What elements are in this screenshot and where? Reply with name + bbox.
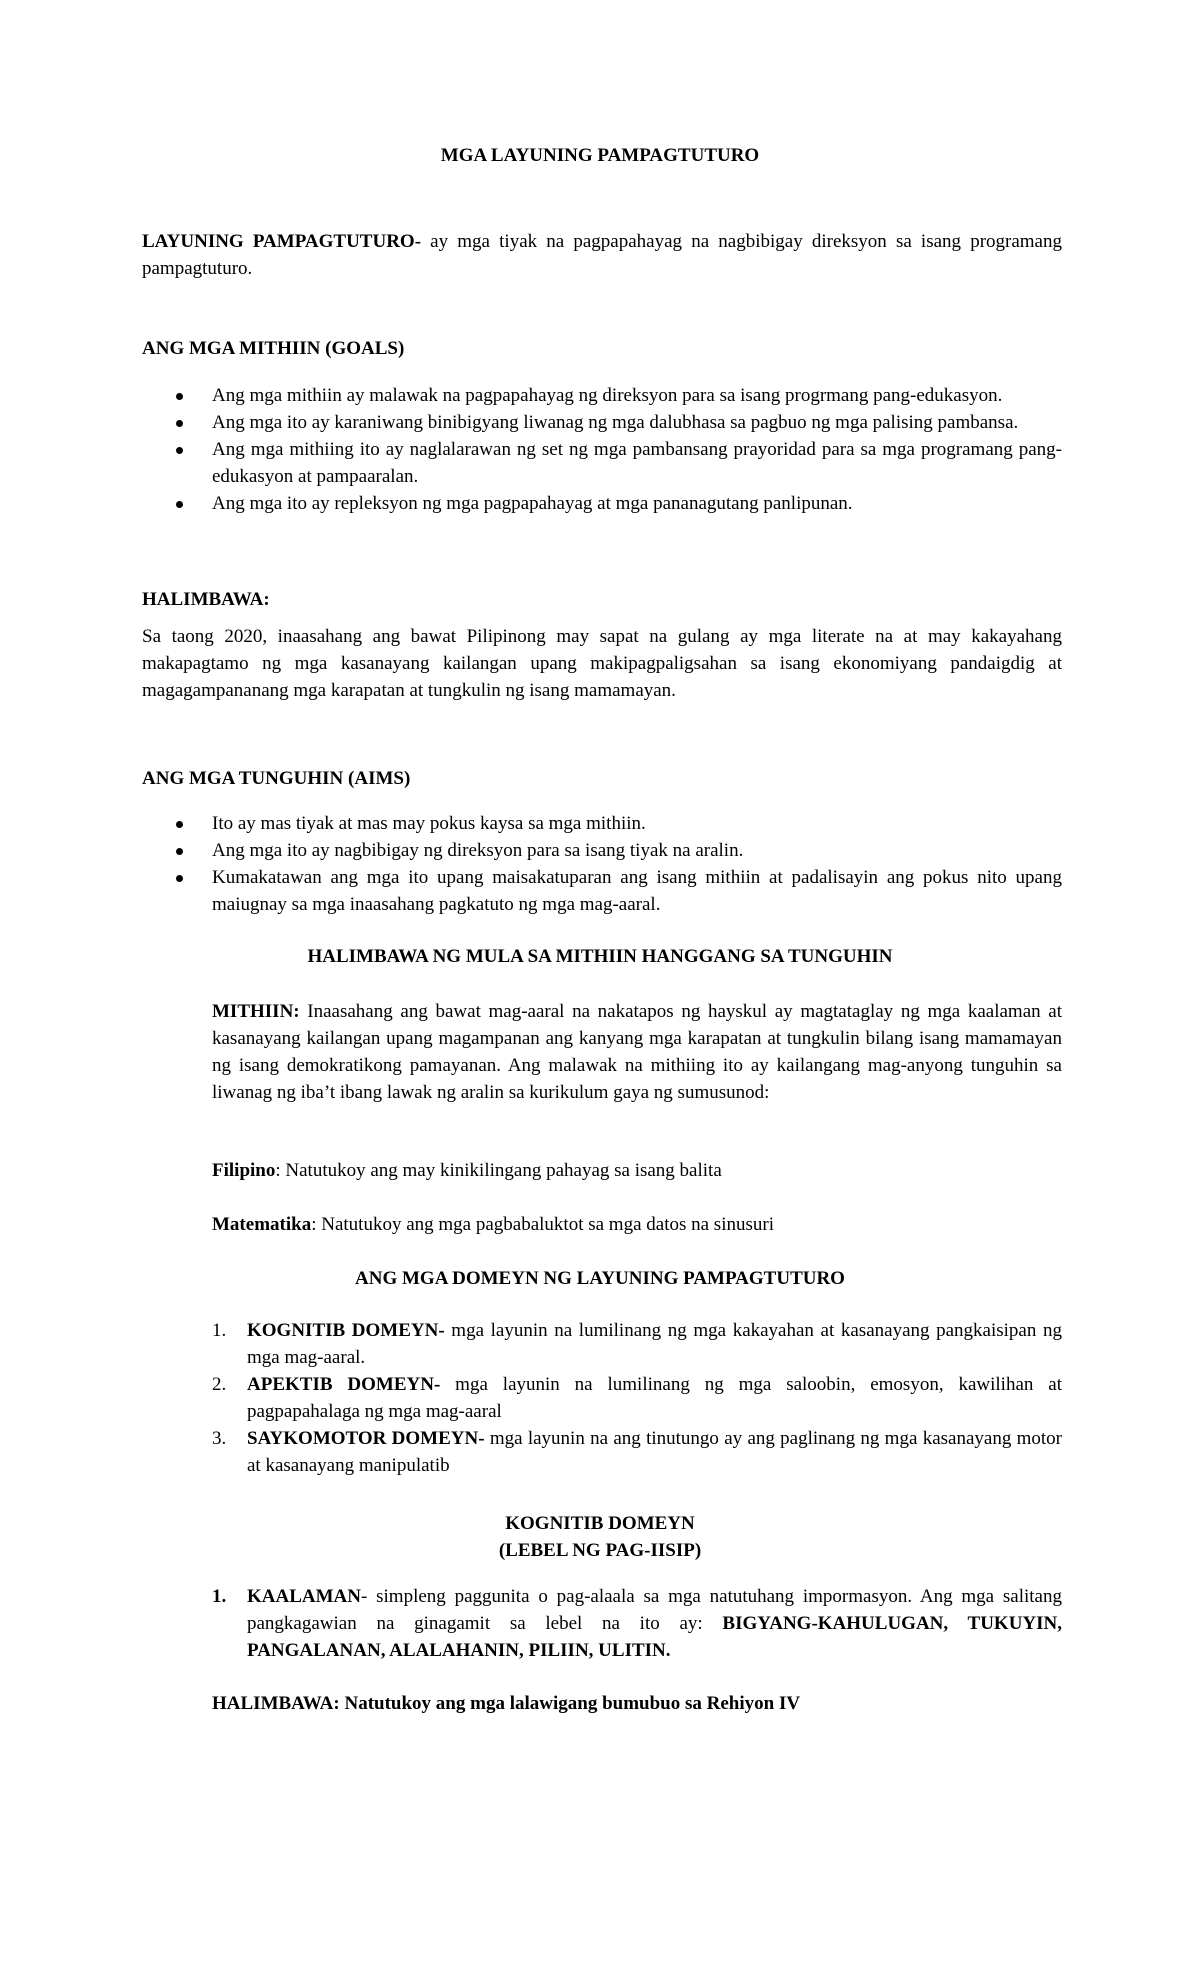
- list-item: [212, 1583, 1062, 1664]
- cognitive-subheading: (LEBEL NG PAG-IISIP): [498, 1540, 702, 1561]
- list-item: [142, 436, 1062, 490]
- list-item: [142, 490, 1062, 517]
- list-item: [212, 1371, 1062, 1425]
- mithiin-text: Inaasahang ang bawat mag-aaral na nakatapos ng hayskul ay magtataglay ng mga kaalaman at kasanayang kailangan upang magampanan ang kanyang mga karapatan at tungkulin bilang isang mamamayan ng isang demokratikong pamayanan. Ang malawak na mithiing ito ay kailangang mag-anyong tunguhin sa liwanag ng iba’t ibang lawak ng aralin sa kurikulum gaya ng sumusunod:: [212, 1001, 1062, 1103]
- bullet-icon: [176, 848, 183, 855]
- goals-heading: ANG MGA MITHIIN (GOALS): [142, 338, 405, 359]
- goals-list: [142, 382, 1062, 517]
- matematika-line: [212, 1211, 774, 1238]
- list-item-text: Ang mga mithiing ito ay naglalarawan ng set ng mga pambansang prayoridad para sa mga programang pang-edukasyon at pampaaralan.: [212, 439, 1062, 487]
- list-item: [212, 1425, 1062, 1479]
- domains-heading: ANG MGA DOMEYN NG LAYUNING PAMPAGTUTURO: [355, 1268, 845, 1289]
- bullet-icon: [176, 501, 183, 508]
- domain-text: mga layunin na ang tinutungo ay ang paglinang ng mga kasanayang motor at kasanayang manipulatib: [247, 1428, 1062, 1476]
- list-item-text: Ito ay mas tiyak at mas may pokus kaysa sa mga mithiin.: [212, 813, 646, 834]
- cognitive-example: HALIMBAWA: Natutukoy ang mga lalawigang bumubuo sa Rehiyon IV: [212, 1693, 801, 1714]
- bullet-icon: [176, 393, 183, 400]
- matematika-label: Matematika: [212, 1214, 312, 1235]
- list-item: [212, 1317, 1062, 1371]
- list-number: 1.: [212, 1320, 227, 1341]
- example-section-heading: HALIMBAWA NG MULA SA MITHIIN HANGGANG SA TUNGUHIN: [307, 946, 893, 967]
- goals-example-heading: HALIMBAWA:: [142, 589, 270, 610]
- bullet-icon: [176, 420, 183, 427]
- cognitive-levels-list: [212, 1583, 1062, 1664]
- domain-term: SAYKOMOTOR DOMEYN-: [247, 1428, 485, 1449]
- list-number: 1.: [212, 1586, 227, 1607]
- list-item: [142, 837, 1062, 864]
- filipino-line: [212, 1157, 722, 1184]
- list-item-text: Ang mga ito ay repleksyon ng mga pagpapahayag at mga pananagutang panlipunan.: [212, 493, 853, 514]
- filipino-label: Filipino: [212, 1160, 276, 1181]
- page-title: MGA LAYUNING PAMPAGTUTURO: [440, 145, 760, 166]
- level-keywords: BIGYANG-KAHULUGAN, TUKUYIN, PANGALANAN, ALALAHANIN, PILIIN, ULITIN.: [247, 1613, 1063, 1661]
- definition-text: ay mga tiyak na pagpapahayag na nagbibigay direksyon sa isang programang pampagtuturo.: [142, 231, 1062, 279]
- bullet-icon: [176, 447, 183, 454]
- list-number: 2.: [212, 1374, 227, 1395]
- domain-term: KOGNITIB DOMEYN-: [247, 1320, 445, 1341]
- bullet-icon: [176, 875, 183, 882]
- aims-heading: ANG MGA TUNGUHIN (AIMS): [142, 768, 411, 789]
- domain-term: APEKTIB DOMEYN-: [247, 1374, 441, 1395]
- mithiin-paragraph: [212, 998, 1062, 1106]
- aims-list: [142, 810, 1062, 918]
- list-number: 3.: [212, 1428, 227, 1449]
- matematika-text: : Natutukoy ang mga pagbabaluktot sa mga datos na sinusuri: [311, 1214, 774, 1235]
- definition-paragraph: [142, 228, 1062, 282]
- level-term: KAALAMAN: [247, 1586, 361, 1607]
- list-item-text: Ang mga ito ay karaniwang binibigyang liwanag ng mga dalubhasa sa pagbuo ng mga palising pambansa.: [212, 412, 1019, 433]
- bullet-icon: [176, 821, 183, 828]
- mithiin-label: MITHIIN:: [212, 1001, 300, 1022]
- definition-term: LAYUNING PAMPAGTUTURO-: [142, 231, 422, 252]
- list-item: [142, 382, 1062, 409]
- domain-text: mga layunin na lumilinang ng mga saloobin, emosyon, kawilihan at pagpapahalaga ng mga mag-aaral: [247, 1374, 1062, 1422]
- domain-text: mga layunin na lumilinang ng mga kakayahan at kasanayang pangkaisipan ng mga mag-aaral.: [247, 1320, 1062, 1368]
- list-item-text: Ang mga mithiin ay malawak na pagpapahayag ng direksyon para sa isang progrmang pang-edukasyon.: [212, 385, 1003, 406]
- level-text: - simpleng paggunita o pag-alaala sa mga natutuhang impormasyon. Ang mga salitang pangkagawian na ginagamit sa lebel na ito ay:: [247, 1586, 1062, 1634]
- goals-example-text: Sa taong 2020, inaasahang ang bawat Pilipinong may sapat na gulang ay mga literate na at may kakayahang makapagtamo ng mga kasanayang kailangan upang makipagpaligsahan sa isang ekonomiyang pandaigdig at magagampananang mga karapatan at tungkulin ng isang mamamayan.: [142, 626, 1062, 701]
- list-item: [142, 409, 1062, 436]
- domains-list: [212, 1317, 1062, 1479]
- list-item: [142, 810, 1062, 837]
- list-item: [142, 864, 1062, 918]
- cognitive-heading: KOGNITIB DOMEYN: [505, 1513, 695, 1534]
- list-item-text: Kumakatawan ang mga ito upang maisakatuparan ang isang mithiin at padalisayin ang pokus nito upang maiugnay sa mga inaasahang pagkatuto ng mga mag-aaral.: [212, 867, 1062, 915]
- list-item-text: Ang mga ito ay nagbibigay ng direksyon para sa isang tiyak na aralin.: [212, 840, 744, 861]
- filipino-text: : Natutukoy ang may kinikilingang pahayag sa isang balita: [275, 1160, 722, 1181]
